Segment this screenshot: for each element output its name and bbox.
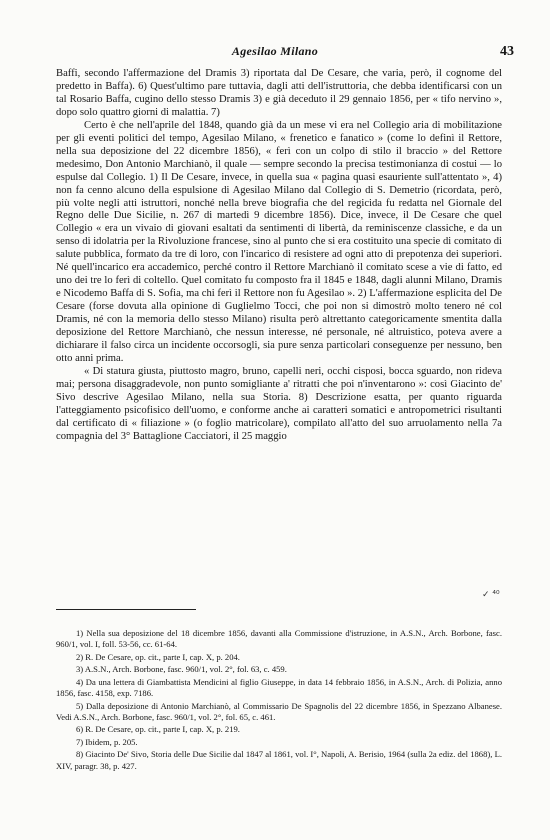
running-head <box>0 44 550 59</box>
page-number: 43 <box>500 44 514 59</box>
footnotes <box>56 628 502 773</box>
footnote: 7) Ibidem, p. 205. <box>76 736 138 747</box>
footnote: 3) A.S.N., Arch. Borbone, fasc. 960/1, vol. 2°, fol. 63, c. 459. <box>76 664 287 675</box>
footnote: 4) Da una lettera di Giambattista Mendicini al figlio Giuseppe, in data 14 febbraio 1856, in A.S.N., Arch. di Polizia, anno 1856, fasc. 4158, exp. 7186. <box>56 676 502 698</box>
running-head-title: Agesilao Milano <box>231 44 319 58</box>
footnote: 8) Giacinto De' Sivo, Storia delle Due Sicilie dal 1847 al 1861, vol. I°, Napoli, A. Berisio, 1964 (sulla 2a ediz. del 1868), L. XIV, paragr. 38, p. 427. <box>56 749 502 771</box>
footnote: 1) Nella sua deposizione del 18 dicembre 1856, davanti alla Commissione d'istruzione, in A.S.N., Arch. Borbone, fasc. 960/1, vol. I, foll. 53-56, cc. 61-64. <box>56 628 502 650</box>
handwritten-mark: ✓ ⁴⁰ <box>482 590 500 600</box>
footnote: 5) Dalla deposizione di Antonio Marchianò, al Commissario De Spagnolis del 22 dicembre 1856, in Spezzano Albanese. Vedi A.S.N., Arch. Borbone, fasc. 960/1, vol. 2°, fol. 65, c. 461. <box>56 700 502 722</box>
main-text <box>56 68 502 444</box>
footnote-separator <box>56 609 196 610</box>
paragraph: Baffi, secondo l'affermazione del Dramis 3) riportata dal De Cesare, che varia, però, il cognome del predetto in Baffa). 6) Quest'ultimo pare tuttavia, dagli atti dell'istruttoria, che debba identificarsi con un tal Rosario Baffa, cugino dello stesso Dramis 3) e già deceduto il 29 gennaio 1856, per « tifo nervino », dopo solo quattro giorni di malattia. 7) <box>56 68 502 118</box>
paragraph: Certo è che nell'aprile del 1848, quando già da un mese vi era nel Collegio aria di mobilitazione per gli eventi politici del tempo, Agesilao Milano, « frenetico e fanatico » (come lo definì il Rettore, nella sua deposizione del 22 dicembre 1856), « ferì con un colpo di stilo il braccio » del Rettore medesimo, Don Antonio Marchianò, il quale — sempre secondo la precisa testimonianza di costui — lo espulse dal Collegio. 1) Il De Cesare, invece, in quella sua « pagina quasi esauriente sull'attentato », 4) non fa cenno alcuno della espulsione di Agesilao Milano dal Collegio di S. Demetrio (ricordata, però, più volte negli atti istruttori, nonché nella breve biografia che del regicida fu redatta nel Giornale del Regno delle Due Sicilie, n. 267 di martedì 9 dicembre 1856). Dice, invece, il De Cesare che quel Collegio « era un vivaio di giovani esaltati da sentimenti di libertà, da reminiscenze classiche, e da un senso di idolatria per la Rivoluzione francese, sino al punto che si era costituito una specie di comitato di salute pubblica, formato da tre di loro, con l'incarico di resistere ad ogni atto di prepotenza dei superiori. Né quell'incarico era accademico, perché contro il Rettore Marchianò il comitato scese a vie di fatto, ed uno dei tre lo ferì di coltello. Quel comitato fu composto fra il 1845 e 1848, dagli alunni Milano, Dramis e Nicodemo Baffa di S. Sofia, ma chi ferì il Rettore non fu Agesilao ». 2) L'affermazione esplicita del De Cesare (forse dovuta alla opinione di Guglielmo Tocci, che poi non si dimostrò molto tenero né col Dramis, né con la memoria dello stesso Milano) risulta però altrettanto categoricamente smentita dalla deposizione del Rettore Marchianò, che nessun interesse, né personale, né altruistico, poteva avere a dichiarare il falso circa un incidente occorsogli, sia pure senza particolari conseguenze per nessuno, ben otto anni prima. <box>56 119 502 364</box>
footnote: 6) R. De Cesare, op. cit., parte I, cap. X, p. 219. <box>76 724 240 735</box>
paragraph: « Di statura giusta, piuttosto magro, bruno, capelli neri, occhi cisposi, bocca sguardo, non rideva mai; persona disaggradevole, non punto somigliante a' ritratti che poi n'inventarono »: così Giacinto de' Sivo descrive Agesilao Milano, nella sua Storia. 8) Descrizione esatta, per quanto riguarda l'atteggiamento psicofisico dell'uomo, e conforme anche ai caratteri somatici e antropometrici risultanti dal certificato di « filiazione » (o foglio matricolare), compilato all'atto del suo arruolamento nella 7a compagnia del 3° Battaglione Cacciatori, il 25 maggio <box>56 365 502 442</box>
footnote: 2) R. De Cesare, op. cit., parte I, cap. X, p. 204. <box>76 651 240 662</box>
